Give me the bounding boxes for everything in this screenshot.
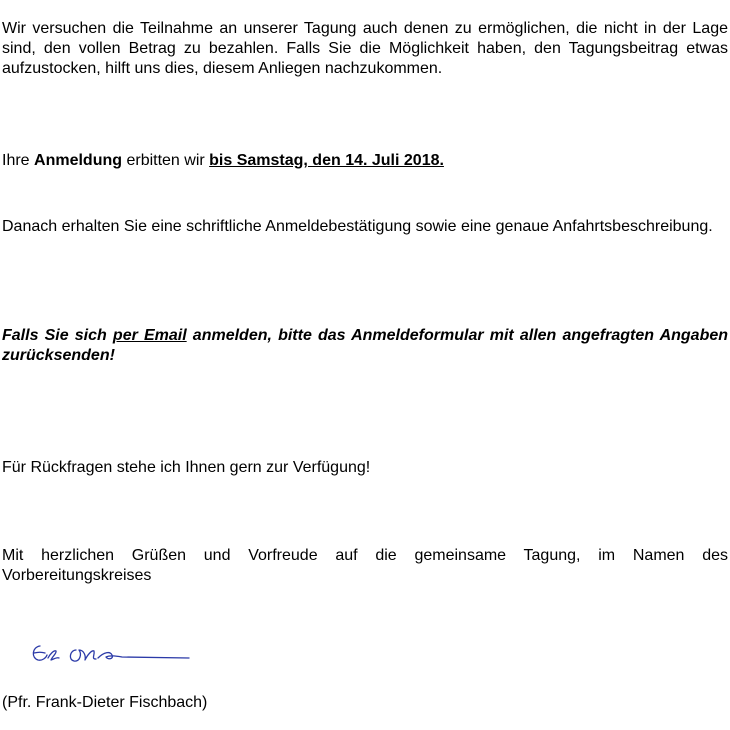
- signature-stroke-loop: [70, 650, 96, 661]
- handwritten-signature: [24, 638, 204, 672]
- signatory-name: (Pfr. Frank-Dieter Fischbach): [2, 694, 208, 711]
- paragraph-confirmation-info: Danach erhalten Sie eine schriftliche Anmeldebestätigung sowie eine genaue Anfahrtsbeschreibung.: [2, 218, 713, 235]
- registration-intro-text: Ihre: [2, 152, 35, 169]
- email-instruction-emphasis: per Email: [112, 327, 187, 344]
- registration-mid-text: erbitten wir: [122, 152, 210, 169]
- signature-stroke-tail: [98, 653, 189, 659]
- paragraph-registration-deadline: [2, 151, 728, 171]
- registration-deadline-date: [209, 152, 444, 169]
- paragraph-closing-greeting: Mit herzlichen Grüßen und Vorfreude auf die gemeinsame Tagung, im Namen des Vorbereitungskreises: [2, 547, 728, 584]
- signature-strokes: [33, 646, 189, 661]
- email-instruction-intro: Falls Sie sich: [2, 327, 113, 344]
- registration-keyword: Anmeldung: [34, 152, 123, 169]
- paragraph-email-instructions: [2, 326, 728, 366]
- email-instruction-rest: anmelden, bitte das Anmeldeformular mit allen angefragten Angaben zurücksenden!: [2, 327, 729, 364]
- registration-deadline-underline: bis Samstag, den 14. Juli 2018.: [209, 152, 444, 169]
- signature-stroke-initial: [33, 646, 47, 660]
- signature-stroke-second: [48, 651, 59, 660]
- paragraph-contribution-note: Wir versuchen die Teilnahme an unserer Tagung auch denen zu ermöglichen, die nicht in der Lage sind, den vollen Betrag zu bezahlen. Falls Sie die Möglichkeit haben, den Tagungsbeitrag etwas aufzustocken, hilft uns dies, diesem Anliegen nachzukommen.: [2, 20, 728, 77]
- paragraph-contact-offer: Für Rückfragen stehe ich Ihnen gern zur Verfügung!: [2, 459, 371, 476]
